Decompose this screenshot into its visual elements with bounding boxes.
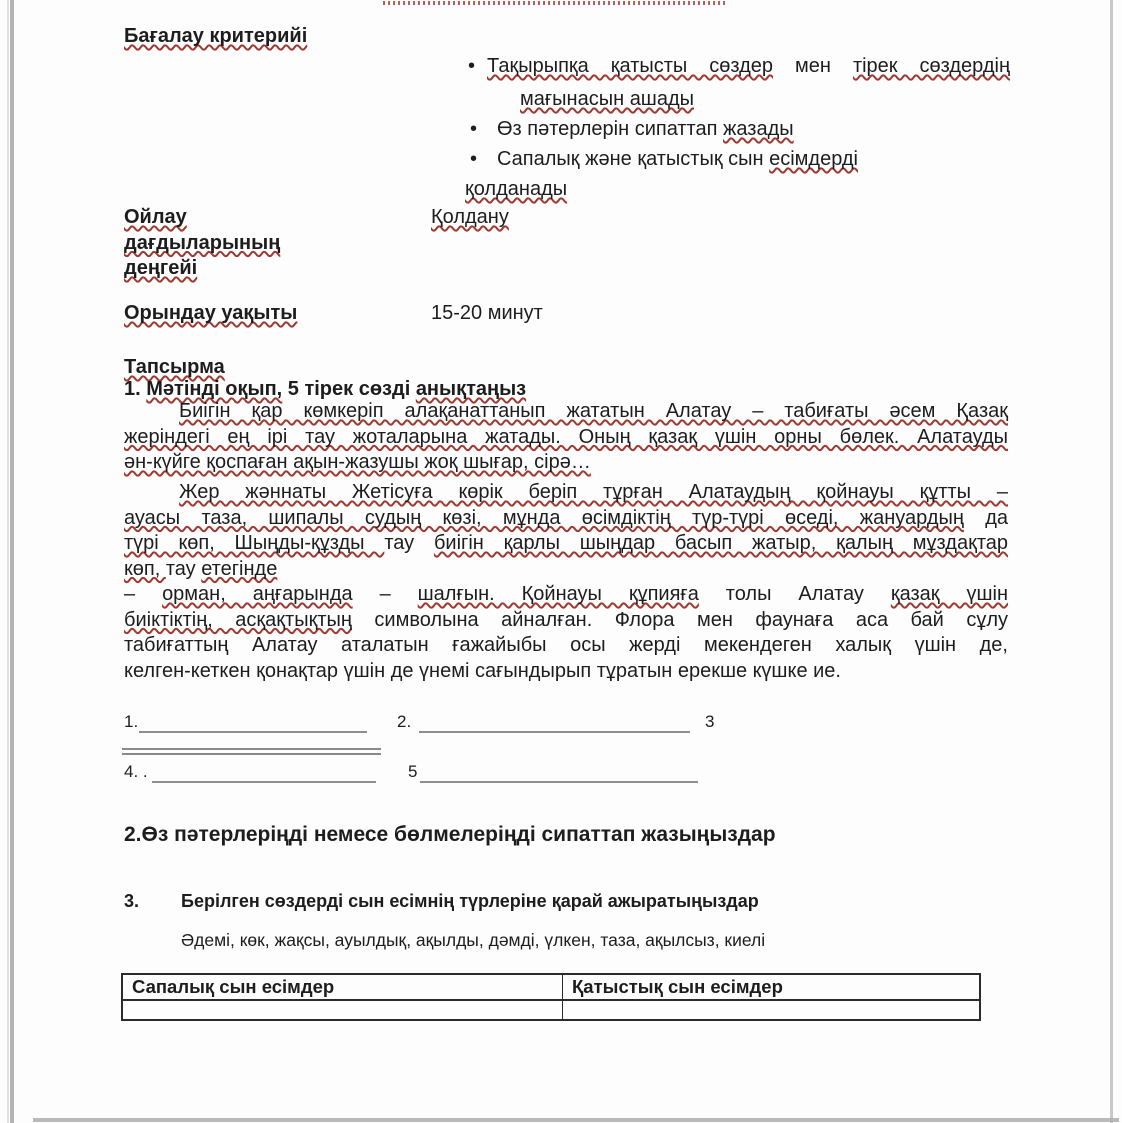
text-run: Сапалық және қатыстық сын: [497, 148, 770, 170]
text-run: түрі көп, Шыңды-құзды: [124, 532, 385, 554]
text-run: биігін қарлы шыңдар басып жатыр, қалың мұздақтар: [433, 532, 1009, 554]
criteria-bullet-2: [462, 116, 794, 142]
text-paragraph-3: [124, 582, 1008, 684]
text-run: етегінде: [201, 557, 278, 580]
table-header-relative: Қатыстық сын есімдер: [563, 974, 981, 1000]
paragraph-line: [124, 425, 1008, 451]
criteria-bullet-2-text: [497, 118, 794, 140]
blank-3-number: 3: [705, 712, 715, 731]
table-header-qualitative: Сапалық сын есімдер: [122, 974, 563, 1000]
blank-4-number: 4. .: [124, 762, 148, 781]
task3-number: 3.: [124, 891, 140, 911]
text-run: көп,: [124, 557, 166, 580]
blank-1-line: [139, 712, 367, 733]
task3-word-list: Әдемі, көк, жақсы, ауылдық, ақылды, дәмді, үлкен, таза, ақылсыз, киелі: [181, 930, 766, 950]
table-empty-row: [122, 1000, 980, 1020]
criteria-bullet-3: [462, 146, 858, 172]
blank-2-line: [419, 712, 690, 733]
paragraph-line: [124, 399, 1008, 425]
blank-2-number: 2.: [397, 712, 412, 731]
criteria-label: Бағалау критерийі: [124, 25, 308, 47]
text-run: символына айналған. Флора мен фаунаға аса бай сұлу: [351, 608, 1008, 631]
bullet-icon: •: [468, 55, 476, 77]
text-run: Өз пәтерлерін сипаттап: [497, 118, 723, 140]
text-paragraph-1: [124, 399, 1008, 476]
paragraph-line: [124, 633, 1008, 659]
text-paragraph-2: [124, 480, 1008, 582]
text-run: анықтаңыз: [415, 378, 527, 400]
text-run: жазады: [723, 118, 794, 140]
text-run: 1.: [124, 378, 147, 400]
text-run: –: [352, 583, 418, 605]
criteria-bullet-3-text: [497, 148, 858, 170]
text-run: ауасы таза, шипалы судың көзі, мұнда өсімдіктің түр-түрі өседі, жануардың: [124, 506, 964, 529]
text-run: да: [963, 506, 1008, 529]
text-run: Биігін қар көмкеріп алақанаттанып жататын Алатау – табиғаты әсем Қазақ: [179, 400, 1008, 422]
time-label: Орындау уақыты: [124, 302, 298, 324]
blank-4-line: [152, 762, 376, 783]
bullet-icon: •: [470, 118, 478, 140]
paragraph-line: [124, 531, 1008, 557]
text-run: қолданады: [465, 178, 568, 200]
criteria-bullet-1-wrap: [520, 86, 694, 112]
text-run: жеріндегі ең ірі тау жоталарына жатады. Оның қазақ үшін орны бөлек. Алатауды: [124, 425, 1008, 448]
paragraph-line: [124, 608, 1008, 634]
text-run: мағынасын ашады: [520, 88, 695, 110]
text-run: тірек сөздердің: [852, 55, 1010, 77]
paragraph-line: [124, 480, 1008, 506]
text-run: есімдерді: [769, 148, 858, 170]
task3-heading: Берілген сөздерді сын есімнің түрлеріне қарай ажыратыңыздар: [181, 891, 759, 911]
text-run: табиғаттың Алатау аталатын ғажайыбы осы жерді мекендеген халық үшін де,: [124, 634, 1008, 656]
text-run: тау: [384, 532, 434, 554]
text-run: биіктіктің, асқақтықтың: [124, 608, 352, 631]
table-header-row: [122, 974, 980, 1000]
text-run: Мәтінді оқып,: [146, 378, 283, 400]
criteria-bullet-1-text: [487, 55, 1010, 77]
text-run: қазақ үшін: [890, 583, 1008, 605]
bullet-icon: •: [470, 148, 478, 170]
paragraph-line: [124, 506, 1008, 532]
criteria-bullet-3-wrap: [465, 176, 567, 202]
adjective-types-table: [121, 973, 981, 1021]
cutoff-spellcheck-squiggle: [383, 1, 727, 5]
blank-5-number: 5: [408, 762, 418, 781]
text-run: орман, аңғарында: [162, 583, 353, 605]
paragraph-line: [124, 582, 1008, 608]
thinking-skills-value: Қолдану: [431, 206, 509, 228]
text-run: 5 тірек сөзді: [282, 378, 416, 400]
task-title: Тапсырма: [124, 356, 225, 378]
time-value: 15-20 минут: [431, 302, 543, 324]
paragraph-line: [124, 450, 1008, 476]
text-run: ән-күйге қоспаған ақын-жазушы жоқ шығар, сірә…: [124, 451, 591, 473]
blank-5-line: [420, 762, 698, 783]
paragraph-line: [124, 557, 1008, 583]
task2-heading: 2.Өз пәтерлеріңді немесе бөлмелеріңді сипаттап жазыңыздар: [124, 823, 776, 846]
blank-1-number: 1.: [124, 712, 139, 731]
table-cell-qualitative: [122, 1000, 563, 1020]
blank-3-line: [122, 748, 381, 755]
text-run: Тақырыпқа қатысты сөздер: [487, 55, 774, 77]
criteria-bullet-1: [462, 53, 1010, 79]
text-run: –: [124, 583, 163, 605]
paragraph-line: [124, 659, 1008, 685]
text-run: мен: [773, 55, 853, 77]
text-run: келген-кеткен қонақтар үшін де үнемі сағындырып тұратын ерекше күшке ие.: [124, 659, 841, 682]
text-run: Жер жәннаты Жетісуға көрік беріп тұрған Алатаудың қойнауы құтты –: [179, 481, 1008, 503]
text-run: толы Алатау: [698, 583, 891, 605]
table-cell-relative: [563, 1000, 981, 1020]
text-run: шалғын. Қойнауы құпияға: [417, 583, 699, 605]
text-run: тау: [165, 557, 202, 580]
thinking-skills-label: Ойлау дағдыларының деңгейі: [124, 206, 281, 279]
